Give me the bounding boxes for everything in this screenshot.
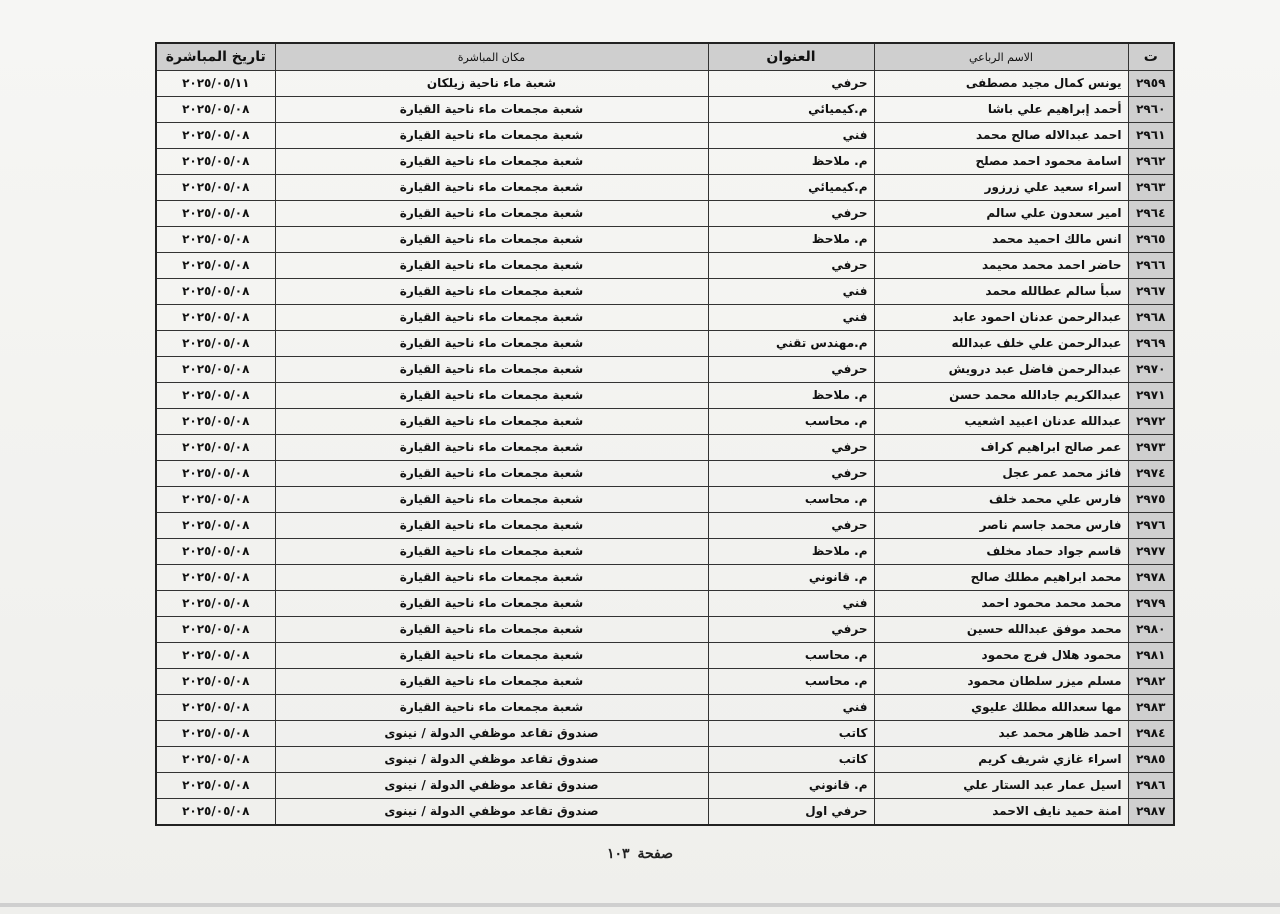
row-date: ٢٠٢٥/٠٥/٠٨ xyxy=(156,149,275,175)
row-seq: ٢٩٦٩ xyxy=(1128,331,1174,357)
row-date: ٢٠٢٥/٠٥/٠٨ xyxy=(156,409,275,435)
row-title: كاتب xyxy=(708,747,874,773)
row-name: اسراء غازي شريف كريم xyxy=(874,747,1128,773)
row-place: شعبة مجمعات ماء ناحية القيارة xyxy=(275,409,708,435)
row-name: محمد ابراهيم مطلك صالح xyxy=(874,565,1128,591)
row-title: م. ملاحظ xyxy=(708,149,874,175)
row-title: حرفي xyxy=(708,513,874,539)
row-date: ٢٠٢٥/٠٥/٠٨ xyxy=(156,253,275,279)
page-number: ١٠٣ xyxy=(606,846,630,862)
row-seq: ٢٩٧٠ xyxy=(1128,357,1174,383)
row-name: احمد عبدالاله صالح محمد xyxy=(874,123,1128,149)
row-date: ٢٠٢٥/٠٥/٠٨ xyxy=(156,591,275,617)
row-title: م. محاسب xyxy=(708,669,874,695)
row-date: ٢٠٢٥/٠٥/٠٨ xyxy=(156,97,275,123)
row-name: فارس محمد جاسم ناصر xyxy=(874,513,1128,539)
row-place: شعبة مجمعات ماء ناحية القيارة xyxy=(275,383,708,409)
row-seq: ٢٩٧٨ xyxy=(1128,565,1174,591)
row-seq: ٢٩٦٣ xyxy=(1128,175,1174,201)
row-title: فني xyxy=(708,123,874,149)
row-date: ٢٠٢٥/٠٥/٠٨ xyxy=(156,279,275,305)
row-name: امنة حميد نايف الاحمد xyxy=(874,799,1128,826)
row-place: شعبة مجمعات ماء ناحية القيارة xyxy=(275,617,708,643)
row-title: حرفي xyxy=(708,461,874,487)
table-row xyxy=(156,201,1174,227)
row-name: اسيل عمار عبد الستار علي xyxy=(874,773,1128,799)
row-title: فني xyxy=(708,591,874,617)
row-seq: ٢٩٦٥ xyxy=(1128,227,1174,253)
row-title: حرفي xyxy=(708,435,874,461)
employee-roster-table xyxy=(155,42,1175,826)
row-seq: ٢٩٧٤ xyxy=(1128,461,1174,487)
row-date: ٢٠٢٥/٠٥/١١ xyxy=(156,71,275,97)
header-title: العنوان xyxy=(708,43,874,71)
row-place: شعبة مجمعات ماء ناحية القيارة xyxy=(275,669,708,695)
row-name: محمد موفق عبدالله حسين xyxy=(874,617,1128,643)
row-seq: ٢٩٦١ xyxy=(1128,123,1174,149)
row-seq: ٢٩٦٧ xyxy=(1128,279,1174,305)
row-place: صندوق تقاعد موظفي الدولة / نينوى xyxy=(275,721,708,747)
row-title: حرفي اول xyxy=(708,799,874,826)
page-footer xyxy=(0,846,1280,862)
row-title: م. قانوني xyxy=(708,773,874,799)
row-name: عبدالله عدنان اعبيد اشعيب xyxy=(874,409,1128,435)
row-seq: ٢٩٨٢ xyxy=(1128,669,1174,695)
row-title: حرفي xyxy=(708,253,874,279)
row-seq: ٢٩٦٠ xyxy=(1128,97,1174,123)
row-seq: ٢٩٦٤ xyxy=(1128,201,1174,227)
row-name: عمر صالح ابراهيم كراف xyxy=(874,435,1128,461)
row-place: صندوق تقاعد موظفي الدولة / نينوى xyxy=(275,773,708,799)
row-name: احمد ظاهر محمد عبد xyxy=(874,721,1128,747)
row-seq: ٢٩٧٥ xyxy=(1128,487,1174,513)
row-date: ٢٠٢٥/٠٥/٠٨ xyxy=(156,383,275,409)
row-seq: ٢٩٨٤ xyxy=(1128,721,1174,747)
table-body xyxy=(156,71,1174,826)
table-row xyxy=(156,253,1174,279)
row-date: ٢٠٢٥/٠٥/٠٨ xyxy=(156,201,275,227)
table-row xyxy=(156,695,1174,721)
row-title: م.كيميائي xyxy=(708,97,874,123)
row-name: فارس علي محمد خلف xyxy=(874,487,1128,513)
row-place: شعبة مجمعات ماء ناحية القيارة xyxy=(275,435,708,461)
table-row xyxy=(156,591,1174,617)
row-date: ٢٠٢٥/٠٥/٠٨ xyxy=(156,175,275,201)
row-place: شعبة مجمعات ماء ناحية القيارة xyxy=(275,643,708,669)
table-row xyxy=(156,435,1174,461)
row-date: ٢٠٢٥/٠٥/٠٨ xyxy=(156,617,275,643)
row-title: م. قانوني xyxy=(708,565,874,591)
table-row xyxy=(156,461,1174,487)
row-place: شعبة مجمعات ماء ناحية القيارة xyxy=(275,123,708,149)
row-date: ٢٠٢٥/٠٥/٠٨ xyxy=(156,695,275,721)
table-row xyxy=(156,97,1174,123)
row-title: م. محاسب xyxy=(708,643,874,669)
row-place: شعبة مجمعات ماء ناحية القيارة xyxy=(275,305,708,331)
table-row xyxy=(156,773,1174,799)
row-title: كاتب xyxy=(708,721,874,747)
row-date: ٢٠٢٥/٠٥/٠٨ xyxy=(156,227,275,253)
table-row xyxy=(156,799,1174,826)
table-row xyxy=(156,487,1174,513)
row-title: حرفي xyxy=(708,617,874,643)
row-seq: ٢٩٨٦ xyxy=(1128,773,1174,799)
row-place: شعبة مجمعات ماء ناحية القيارة xyxy=(275,227,708,253)
row-name: عبدالرحمن عدنان احمود عابد xyxy=(874,305,1128,331)
row-date: ٢٠٢٥/٠٥/٠٨ xyxy=(156,539,275,565)
row-title: م. ملاحظ xyxy=(708,383,874,409)
table-row xyxy=(156,409,1174,435)
row-title: فني xyxy=(708,695,874,721)
table-row xyxy=(156,227,1174,253)
row-title: فني xyxy=(708,279,874,305)
row-date: ٢٠٢٥/٠٥/٠٨ xyxy=(156,331,275,357)
row-place: شعبة مجمعات ماء ناحية القيارة xyxy=(275,331,708,357)
header-name: الاسم الرباعي xyxy=(874,43,1128,71)
row-date: ٢٠٢٥/٠٥/٠٨ xyxy=(156,513,275,539)
row-place: شعبة مجمعات ماء ناحية القيارة xyxy=(275,253,708,279)
row-seq: ٢٩٧٧ xyxy=(1128,539,1174,565)
table-row xyxy=(156,331,1174,357)
table-row xyxy=(156,643,1174,669)
table-row xyxy=(156,565,1174,591)
row-place: شعبة مجمعات ماء ناحية القيارة xyxy=(275,565,708,591)
row-date: ٢٠٢٥/٠٥/٠٨ xyxy=(156,799,275,826)
row-seq: ٢٩٨٧ xyxy=(1128,799,1174,826)
row-title: م. محاسب xyxy=(708,409,874,435)
table-row xyxy=(156,721,1174,747)
row-seq: ٢٩٥٩ xyxy=(1128,71,1174,97)
row-date: ٢٠٢٥/٠٥/٠٨ xyxy=(156,565,275,591)
header-place: مكان المباشرة xyxy=(275,43,708,71)
table-row xyxy=(156,357,1174,383)
row-title: م. ملاحظ xyxy=(708,227,874,253)
row-place: شعبة مجمعات ماء ناحية القيارة xyxy=(275,201,708,227)
row-name: يونس كمال مجيد مصطفى xyxy=(874,71,1128,97)
row-name: عبدالكريم جادالله محمد حسن xyxy=(874,383,1128,409)
row-place: شعبة مجمعات ماء ناحية القيارة xyxy=(275,487,708,513)
table-row xyxy=(156,149,1174,175)
row-place: صندوق تقاعد موظفي الدولة / نينوى xyxy=(275,747,708,773)
row-seq: ٢٩٧٩ xyxy=(1128,591,1174,617)
row-name: عبدالرحمن علي خلف عبدالله xyxy=(874,331,1128,357)
table-row xyxy=(156,71,1174,97)
page-edge-divider xyxy=(0,903,1280,907)
row-name: سبأ سالم عطالله محمد xyxy=(874,279,1128,305)
table-row xyxy=(156,305,1174,331)
row-name: محمد محمد محمود احمد xyxy=(874,591,1128,617)
row-title: فني xyxy=(708,305,874,331)
table-row xyxy=(156,669,1174,695)
row-place: شعبة مجمعات ماء ناحية القيارة xyxy=(275,539,708,565)
table-row xyxy=(156,513,1174,539)
page-label: صفحة xyxy=(637,846,674,862)
row-date: ٢٠٢٥/٠٥/٠٨ xyxy=(156,721,275,747)
header-seq: ت xyxy=(1128,43,1174,71)
row-name: أحمد إبراهيم علي باشا xyxy=(874,97,1128,123)
row-date: ٢٠٢٥/٠٥/٠٨ xyxy=(156,643,275,669)
row-name: قاسم جواد حماد مخلف xyxy=(874,539,1128,565)
row-date: ٢٠٢٥/٠٥/٠٨ xyxy=(156,123,275,149)
row-place: شعبة ماء ناحية زيلكان xyxy=(275,71,708,97)
header-date: تاريخ المباشرة xyxy=(156,43,275,71)
row-seq: ٢٩٦٦ xyxy=(1128,253,1174,279)
row-seq: ٢٩٨٣ xyxy=(1128,695,1174,721)
table-row xyxy=(156,383,1174,409)
header-row xyxy=(156,43,1174,71)
row-date: ٢٠٢٥/٠٥/٠٨ xyxy=(156,747,275,773)
row-seq: ٢٩٧١ xyxy=(1128,383,1174,409)
row-name: اسراء سعيد علي زرزور xyxy=(874,175,1128,201)
row-place: شعبة مجمعات ماء ناحية القيارة xyxy=(275,695,708,721)
row-place: صندوق تقاعد موظفي الدولة / نينوى xyxy=(275,799,708,826)
row-date: ٢٠٢٥/٠٥/٠٨ xyxy=(156,305,275,331)
row-date: ٢٠٢٥/٠٥/٠٨ xyxy=(156,357,275,383)
row-title: م.مهندس تقني xyxy=(708,331,874,357)
row-title: حرفي xyxy=(708,357,874,383)
row-title: م. محاسب xyxy=(708,487,874,513)
table-header xyxy=(156,43,1174,71)
row-date: ٢٠٢٥/٠٥/٠٨ xyxy=(156,773,275,799)
row-name: اسامة محمود احمد مصلح xyxy=(874,149,1128,175)
row-place: شعبة مجمعات ماء ناحية القيارة xyxy=(275,357,708,383)
row-seq: ٢٩٨٠ xyxy=(1128,617,1174,643)
row-name: انس مالك احميد محمد xyxy=(874,227,1128,253)
row-seq: ٢٩٧٢ xyxy=(1128,409,1174,435)
row-place: شعبة مجمعات ماء ناحية القيارة xyxy=(275,149,708,175)
row-seq: ٢٩٧٦ xyxy=(1128,513,1174,539)
row-date: ٢٠٢٥/٠٥/٠٨ xyxy=(156,487,275,513)
row-seq: ٢٩٦٢ xyxy=(1128,149,1174,175)
row-name: فائز محمد عمر عجل xyxy=(874,461,1128,487)
row-name: عبدالرحمن فاضل عبد درويش xyxy=(874,357,1128,383)
row-title: حرفي xyxy=(708,71,874,97)
row-seq: ٢٩٧٣ xyxy=(1128,435,1174,461)
table-row xyxy=(156,279,1174,305)
table-row xyxy=(156,617,1174,643)
row-name: امير سعدون علي سالم xyxy=(874,201,1128,227)
row-title: م. ملاحظ xyxy=(708,539,874,565)
table-row xyxy=(156,175,1174,201)
row-name: محمود هلال فرج محمود xyxy=(874,643,1128,669)
row-name: حاضر احمد محمد محيمد xyxy=(874,253,1128,279)
row-date: ٢٠٢٥/٠٥/٠٨ xyxy=(156,435,275,461)
row-seq: ٢٩٨٥ xyxy=(1128,747,1174,773)
row-title: حرفي xyxy=(708,201,874,227)
row-place: شعبة مجمعات ماء ناحية القيارة xyxy=(275,461,708,487)
row-seq: ٢٩٨١ xyxy=(1128,643,1174,669)
row-place: شعبة مجمعات ماء ناحية القيارة xyxy=(275,279,708,305)
row-name: مها سعدالله مطلك عليوي xyxy=(874,695,1128,721)
row-place: شعبة مجمعات ماء ناحية القيارة xyxy=(275,97,708,123)
row-place: شعبة مجمعات ماء ناحية القيارة xyxy=(275,175,708,201)
table-row xyxy=(156,539,1174,565)
row-title: م.كيميائي xyxy=(708,175,874,201)
row-name: مسلم ميزر سلطان محمود xyxy=(874,669,1128,695)
row-seq: ٢٩٦٨ xyxy=(1128,305,1174,331)
row-place: شعبة مجمعات ماء ناحية القيارة xyxy=(275,513,708,539)
row-date: ٢٠٢٥/٠٥/٠٨ xyxy=(156,669,275,695)
row-date: ٢٠٢٥/٠٥/٠٨ xyxy=(156,461,275,487)
table-row xyxy=(156,123,1174,149)
table-row xyxy=(156,747,1174,773)
row-place: شعبة مجمعات ماء ناحية القيارة xyxy=(275,591,708,617)
